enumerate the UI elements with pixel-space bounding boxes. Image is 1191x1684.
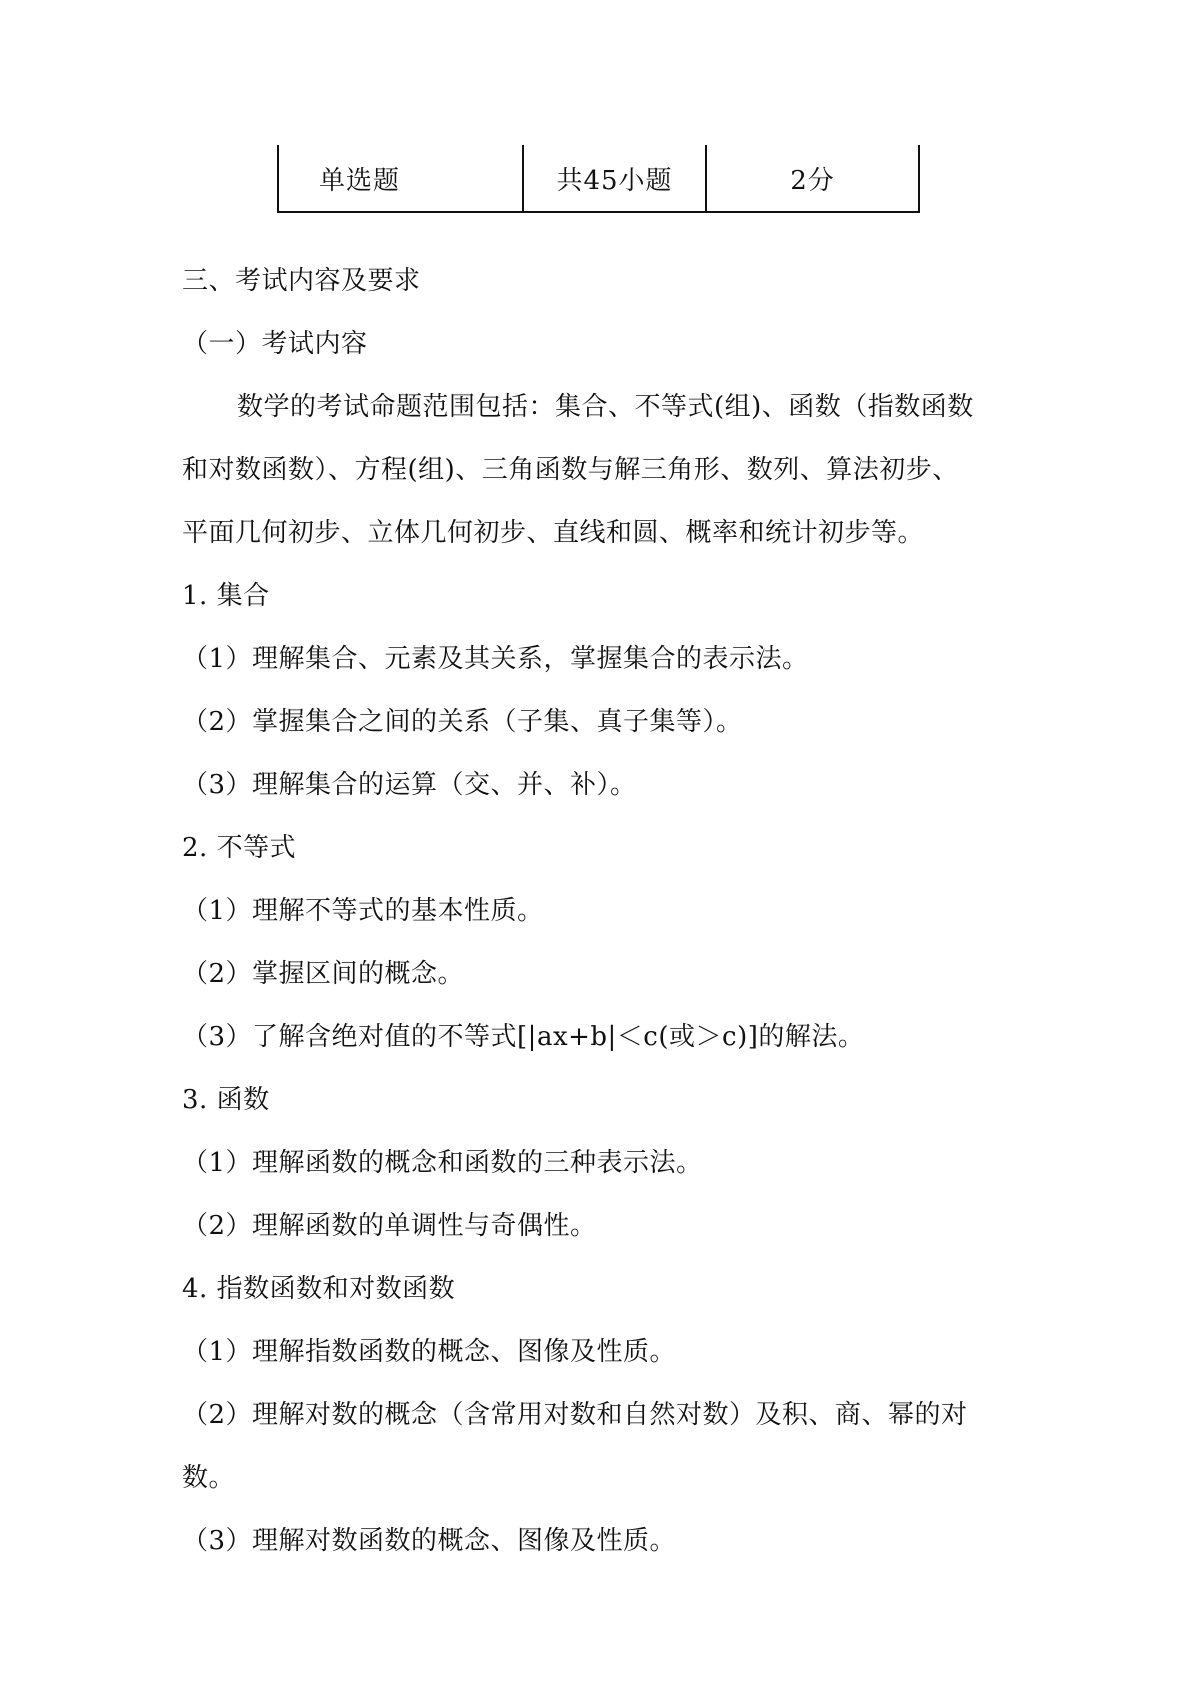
paragraph-line: 平面几何初步、立体几何初步、直线和圆、概率和统计初步等。 [182,518,925,548]
requirement-item-continuation: 数。 [182,1463,236,1493]
question-count-cell: 共45小题 [524,145,707,211]
topic-heading: 3. 函数 [182,1085,270,1115]
requirement-item: （3）理解对数函数的概念、图像及性质。 [182,1526,677,1556]
requirement-item: （2）理解函数的单调性与奇偶性。 [182,1211,597,1241]
requirement-item: （1）理解集合、元素及其关系，掌握集合的表示法。 [182,644,809,674]
requirement-item: （2）掌握集合之间的关系（子集、真子集等）。 [182,707,743,737]
requirement-item: （3）了解含绝对值的不等式[|ax+b|＜c(或＞c)]的解法。 [182,1022,865,1052]
question-type-cell: 单选题 [279,145,524,211]
paragraph-line: 和对数函数）、方程(组)、三角函数与解三角形、数列、算法初步、 [182,455,959,485]
question-score-cell: 2分 [790,165,835,196]
topic-heading: 1. 集合 [182,581,270,611]
topic-heading: 4. 指数函数和对数函数 [182,1274,456,1304]
topic-heading: 2. 不等式 [182,833,297,863]
requirement-item: （3）理解集合的运算（交、并、补）。 [182,770,637,800]
section-heading: 三、考试内容及要求 [182,266,421,296]
requirement-item: （2）掌握区间的概念。 [182,959,465,989]
requirement-item: （2）理解对数的概念（含常用对数和自然对数）及积、商、幂的对 [182,1400,968,1430]
requirement-item: （1）理解指数函数的概念、图像及性质。 [182,1337,677,1367]
requirement-item: （1）理解函数的概念和函数的三种表示法。 [182,1148,703,1178]
requirement-item: （1）理解不等式的基本性质。 [182,896,544,926]
paragraph-line: 数学的考试命题范围包括：集合、不等式(组)、函数（指数函数 [237,392,974,422]
subsection-heading: （一）考试内容 [182,329,368,359]
question-type-table [277,145,920,213]
exam-content-section [182,250,1032,1573]
